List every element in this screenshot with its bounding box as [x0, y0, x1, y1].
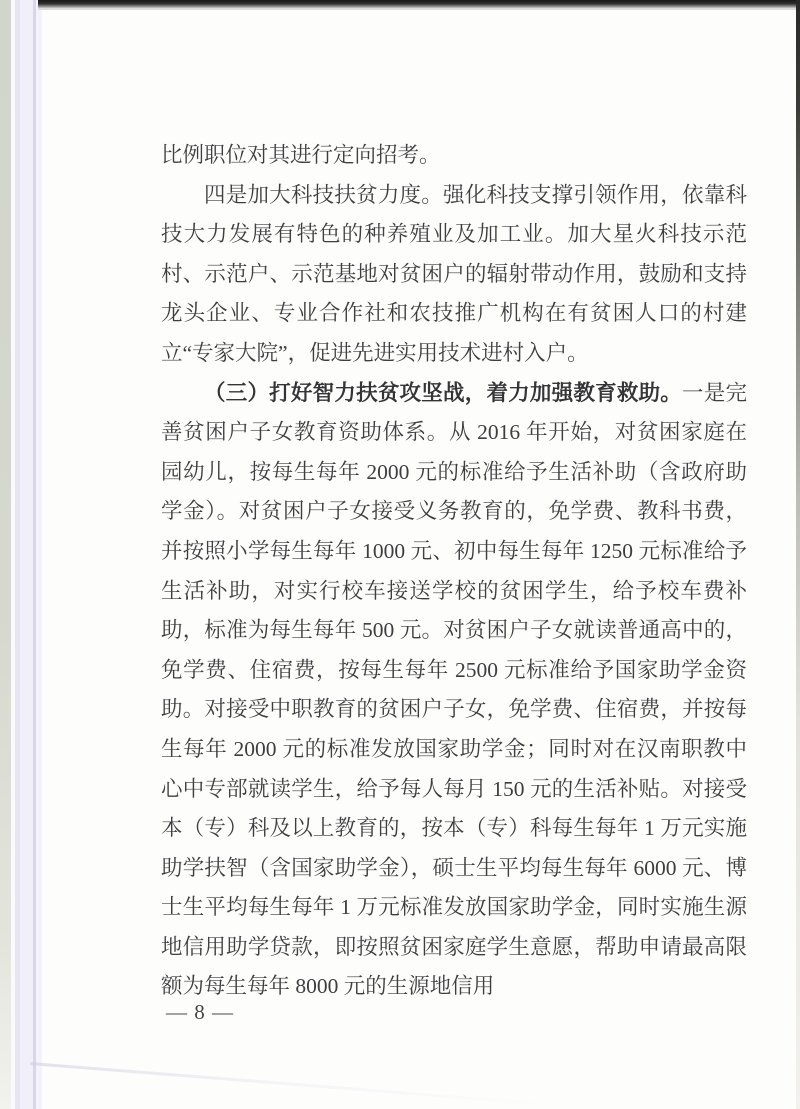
paper-edge-strip	[36, 0, 42, 1109]
paragraph-continuation	[161, 136, 747, 176]
paragraph-education-assistance	[161, 374, 747, 1008]
scanner-top-edge	[38, 0, 800, 8]
scanner-background-strip	[0, 0, 11, 1109]
scanner-top-edge-highlight	[38, 8, 800, 10]
scanner-right-edge	[796, 0, 800, 1109]
paragraph-science-poverty-alleviation	[161, 176, 747, 374]
paragraph-text: 四是加大科技扶贫力度。强化科技支撑引领作用，依靠科技大力发展有特色的种养殖业及加工业。加大星火科技示范村、示范户、示范基地对贫困户的辐射带动作用，鼓励和支持龙头企业、专业合作社和农技推广机构在有贫困人口的村建立“专家大院”，促进先进实用技术进村入户。	[161, 182, 747, 365]
paper-crease-shadow	[30, 1062, 549, 1106]
document-text-body	[161, 136, 747, 1007]
paragraph-text: 比例职位对其进行定向招考。	[161, 143, 441, 167]
paragraph-text: 一是完善贫困户子女教育资助体系。从 2016 年开始，对贫困家庭在园幼儿，按每生每年 2000 元的标准给予生活补助（含政府助学金）。对贫困户子女接受义务教育的，免学费、教科书费，并按照小学每生每年 1000 元、初中每生每年 1250 元标准给予生活补助，对实行校车接送学校的贫困学生，给予校车费补助，标准为每生每年 500 元。对贫困户子女就读普通高中的，免学费、住宿费，按每生每年 2500 元标准给予国家助学金资助。对接受中职教育的贫困户子女，免学费、住宿费，并按每生每年 2000 元的标准发放国家助学金；同时对在汉南职教中心中专部就读学生，给予每人每月 150 元的生活补贴。对接受本（专）科及以上教育的，按本（专）科每生每年 1 万元实施助学扶智（含国家助学金），硕士生平均每生每年 6000 元、博士生平均每生每年 1 万元标准发放国家助学金，同时实施生源地信用助学贷款，即按照贫困家庭学生意愿，帮助申请最高限额为每生每年 8000 元的生源地信用	[161, 380, 747, 999]
section-heading-lead: （三）打好智力扶贫攻坚战，着力加强教育救助。	[204, 380, 683, 405]
paper-edge-strip	[20, 0, 33, 1109]
page-number: — 8 —	[166, 1000, 234, 1024]
